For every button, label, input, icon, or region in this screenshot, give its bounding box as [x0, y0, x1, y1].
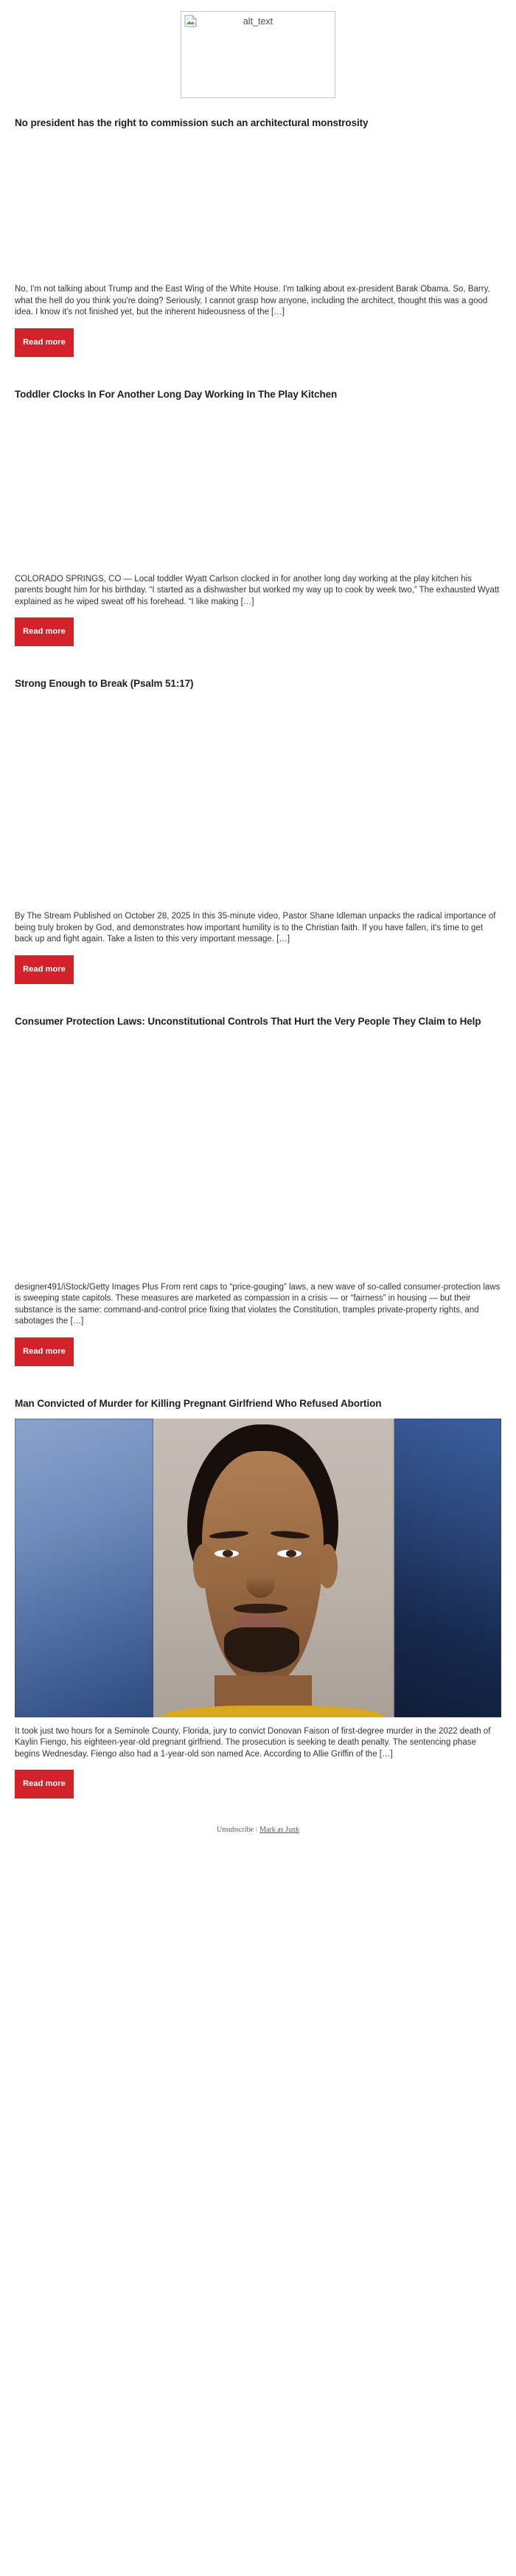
photo-nose — [246, 1568, 276, 1598]
article-title-link[interactable]: Consumer Protection Laws: Unconstitutional Controls That Hurt the Very People They Claim to Help — [15, 1015, 481, 1027]
hero-alt-text: alt_text — [243, 16, 273, 27]
article-title[interactable] — [15, 388, 501, 401]
article-title[interactable] — [15, 677, 501, 690]
footer-links — [0, 1825, 516, 1835]
read-more-button[interactable]: Read more — [15, 955, 74, 984]
mark-as-junk-link[interactable]: Mark as Junk — [259, 1826, 299, 1834]
article-excerpt: It took just two hours for a Seminole County, Florida, jury to convict Donovan Faison of first-degree murder in the 2022 death of Kaylin Fiengo, his eighteen-year-old pregnant girlfriend. The prosecution is seeking te death penalty. The sentencing phase begins Wednesday. Fiengo also had a 1-year-old son named Ace. According to Allie Griffin of the […] — [15, 1726, 491, 1759]
email-footer — [0, 1798, 516, 1835]
article-title-link[interactable]: Man Convicted of Murder for Killing Pregnant Girlfriend Who Refused Abortion — [15, 1397, 382, 1409]
photo-beard — [224, 1627, 299, 1672]
article-title-link[interactable]: Strong Enough to Break (Psalm 51:17) — [15, 678, 194, 689]
broken-image-placeholder[interactable] — [181, 11, 335, 98]
hero-image-area — [0, 0, 516, 98]
article-action-row — [15, 1760, 501, 1798]
read-more-button[interactable]: Read more — [15, 1337, 74, 1366]
article-media-slot — [15, 1028, 501, 1282]
read-more-button[interactable]: Read more — [15, 1770, 74, 1798]
photo-background-left — [15, 1419, 153, 1717]
article-block — [0, 646, 516, 984]
article-excerpt: designer491/iStock/Getty Images Plus From rent caps to “price-gouging” laws, a new wave of so-called consumer-protection laws is sweeping state capitols. These measures are marketed as compassion in a crisis — or “fairness” in housing — but their substance is the same: command-and-control price fixing that violates the Constitution, tramples private-property rights, and sabotages the […] — [15, 1282, 501, 1326]
footer-separator: | — [256, 1826, 258, 1834]
article-block — [0, 984, 516, 1366]
article-block — [0, 98, 516, 357]
article-action-row — [15, 946, 501, 984]
article-title[interactable] — [15, 117, 501, 129]
article-title[interactable] — [15, 1397, 501, 1410]
article-media-slot — [15, 690, 501, 911]
article-title-link[interactable]: Toddler Clocks In For Another Long Day Working In The Play Kitchen — [15, 388, 338, 400]
read-more-button[interactable]: Read more — [15, 617, 74, 646]
article-media-slot — [15, 129, 501, 284]
photo-ear-right — [318, 1544, 338, 1589]
article-action-row — [15, 319, 501, 357]
mugshot-photo[interactable] — [15, 1419, 501, 1717]
photo-eye-left — [215, 1550, 239, 1558]
article-title[interactable] — [15, 1015, 501, 1028]
article-action-row — [15, 1328, 501, 1366]
unsubscribe-link[interactable]: Unsubscribe — [217, 1826, 254, 1834]
photo-ear-left — [193, 1544, 214, 1589]
article-excerpt: By The Stream Published on October 28, 2025 In this 35-minute video, Pastor Shane Idleman unpacks the radical importance of being truly broken by God, and demonstrates how important humility is to the Christian faith. If you have fallen, it's time to get back up and fight again. Take a listen to this very important message. […] — [15, 912, 496, 944]
article-action-row — [15, 608, 501, 646]
article-block — [0, 1366, 516, 1799]
article-excerpt: No, I'm not talking about Trump and the East Wing of the White House. I'm talking about ex-president Barak Obama. So, Barry, what the hell do you think you're doing? Seriously, I cannot grasp how anyone, including the architect, thought this was a good idea. I know it's not finished yet, but the inherent hideousness of the […] — [15, 285, 490, 316]
photo-mustache — [234, 1604, 287, 1614]
article-media-slot — [15, 401, 501, 574]
read-more-button[interactable]: Read more — [15, 328, 74, 357]
article-title-link[interactable]: No president has the right to commission such an architectural monstrosity — [15, 117, 369, 128]
article-excerpt: COLORADO SPRINGS, CO — Local toddler Wyatt Carlson clocked in for another long day working at the play kitchen his parents bought him for his birthday. “I started as a dishwasher but worked my way up to cook by week two,” The exhausted Wyatt explained as he wiped sweat off his forehead. “I like making […] — [15, 574, 500, 606]
article-block — [0, 357, 516, 647]
photo-background-right — [394, 1419, 501, 1717]
